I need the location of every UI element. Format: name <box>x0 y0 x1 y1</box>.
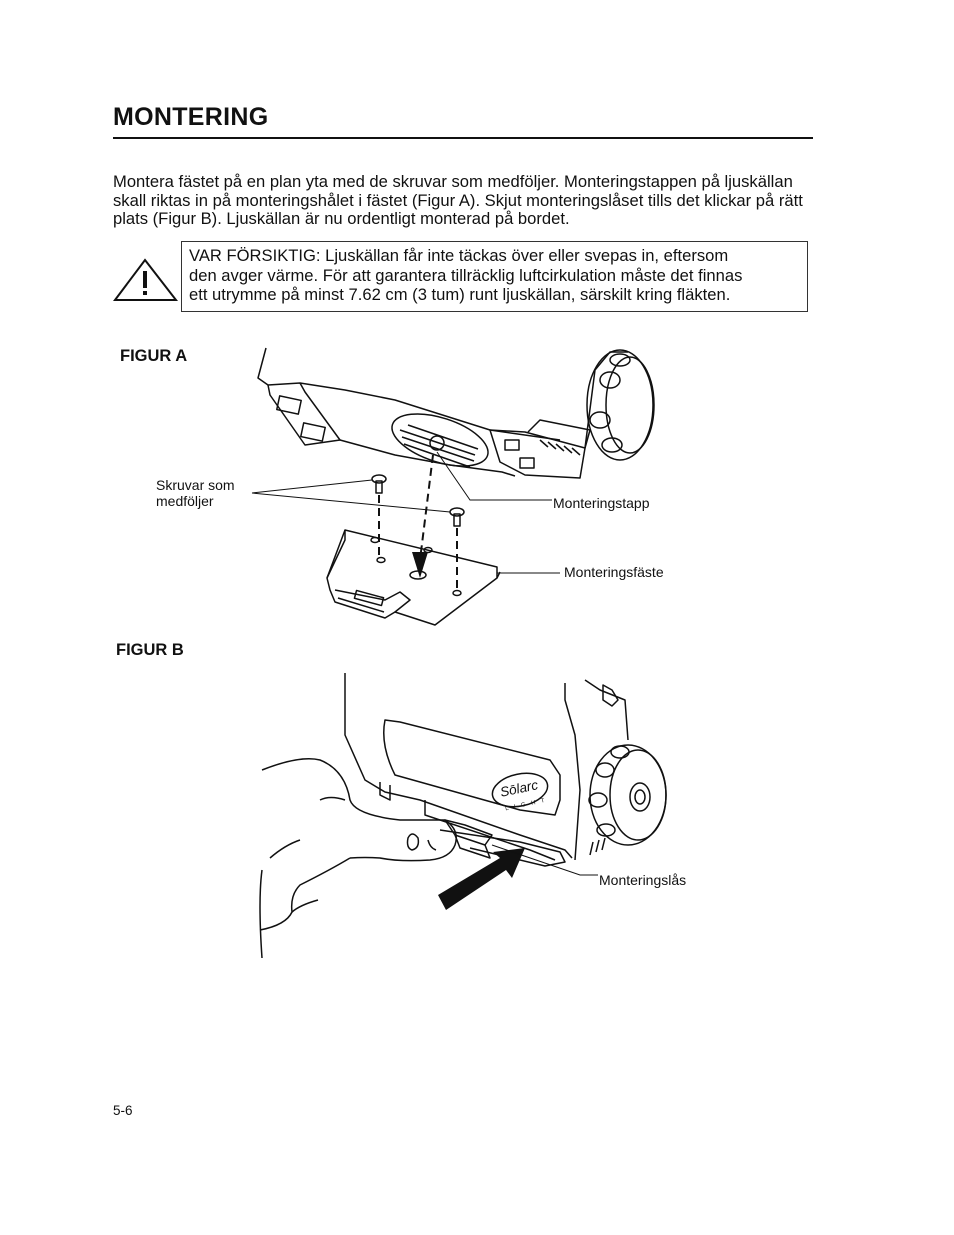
solarc-logo: Sōlarc <box>498 777 540 800</box>
solarc-logo-sub: L I G H T <box>504 797 548 813</box>
callout-mounting-pin: Monteringstapp <box>553 495 650 511</box>
caution-line-1: VAR FÖRSIKTIG: Ljuskällan får inte täckas över eller svepas in, eftersom <box>189 246 729 265</box>
intro-paragraph: Montera fästet på en plan yta med de skruvar som medföljer. Monteringstappen på ljuskällan skall riktas in på monteringshålet i fästet (Figur A). Skjut monteringslåset tills det klickar på rätt plats (Figur B). Ljuskällan är nu ordentligt monterad på bordet. <box>113 172 803 229</box>
callout-mounting-lock: Monteringslås <box>599 872 687 888</box>
callout-screws-line-2: medföljer <box>156 493 214 509</box>
figure-b-label: FIGUR B <box>116 641 184 659</box>
page-title: MONTERING <box>113 103 269 131</box>
caution-line-2: den avger värme. För att garantera tillräcklig luftcirkulation måste det finnas <box>189 265 743 285</box>
figure-a-label: FIGUR A <box>120 347 188 365</box>
caution-line-3: ett utrymme på minst 7.62 cm (3 tum) runt ljuskällan, särskilt kring fläkten. <box>189 285 731 304</box>
page-number: 5-6 <box>113 1103 133 1118</box>
callout-mounting-bracket: Monteringsfäste <box>564 564 664 580</box>
callout-screws-line-1: Skruvar som <box>156 477 235 493</box>
